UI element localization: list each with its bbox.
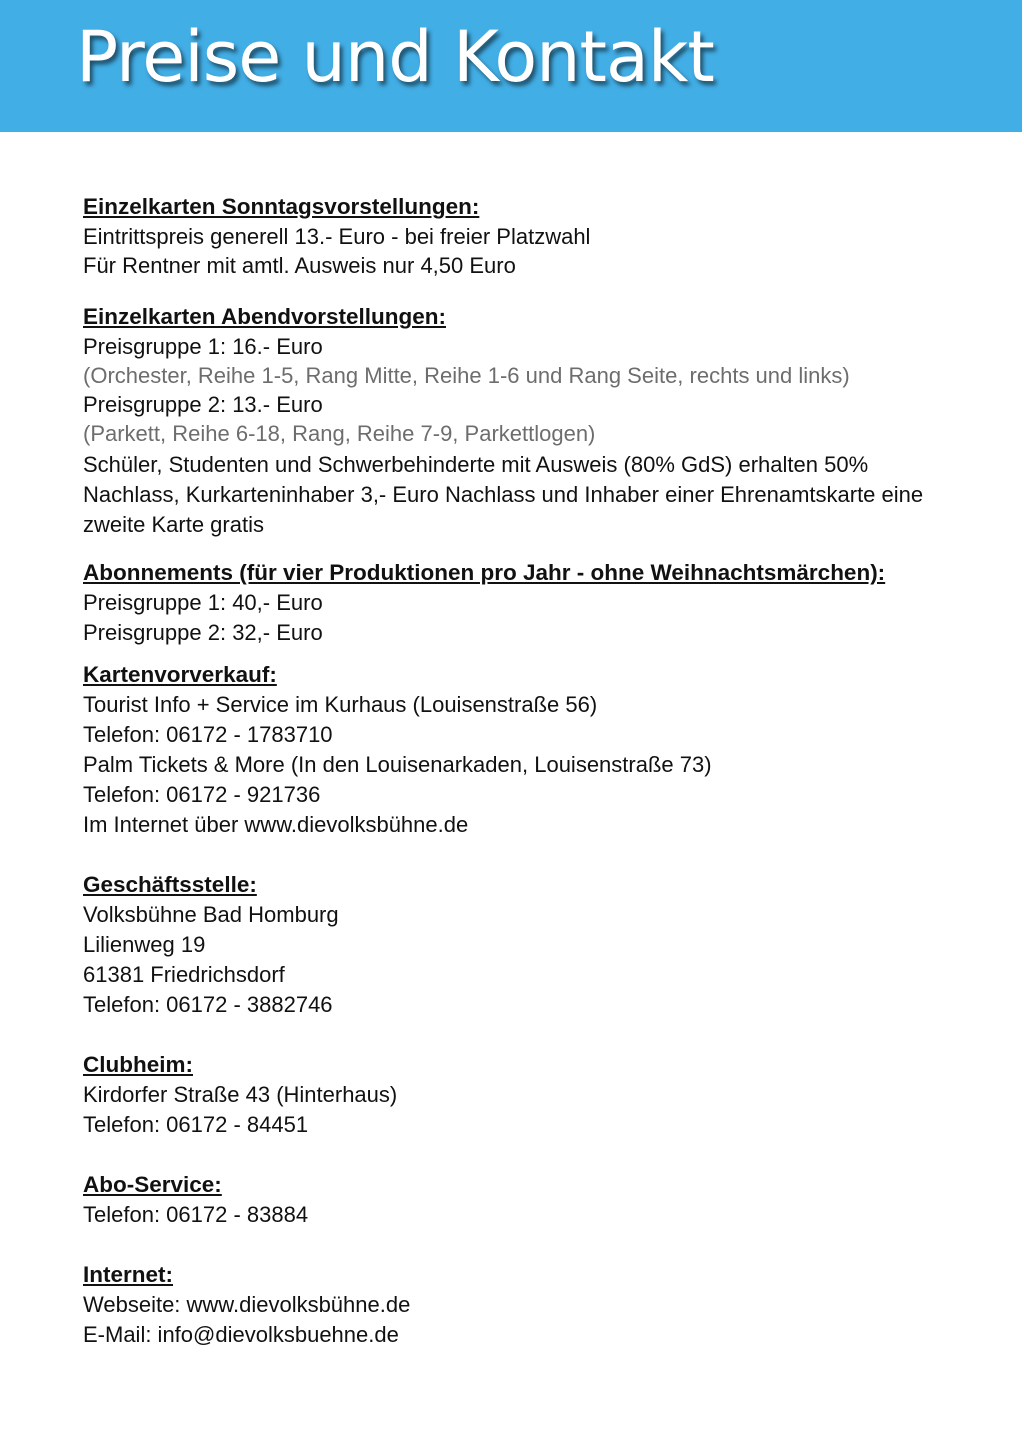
section-abendvorstellungen: [83, 302, 963, 540]
section-abonnements: [83, 558, 963, 648]
section-heading: Einzelkarten Sonntagsvorstellungen:: [83, 194, 480, 219]
contact-line: Telefon: 06172 - 83884: [83, 1202, 309, 1227]
section-geschaeftsstelle: [83, 870, 963, 1020]
price-line: Preisgruppe 1: 40,- Euro: [83, 590, 323, 615]
section-clubheim: [83, 1050, 963, 1140]
price-line: Für Rentner mit amtl. Ausweis nur 4,50 Euro: [83, 253, 516, 278]
contact-line: Palm Tickets & More (In den Louisenarkaden, Louisenstraße 73): [83, 752, 712, 777]
contact-line: Tourist Info + Service im Kurhaus (Louisenstraße 56): [83, 692, 598, 717]
page-header: [0, 0, 1022, 132]
section-sonntagsvorstellungen: [83, 192, 963, 280]
address-line: Kirdorfer Straße 43 (Hinterhaus): [83, 1082, 398, 1107]
address-line: Lilienweg 19: [83, 932, 206, 957]
price-line: Preisgruppe 2: 32,- Euro: [83, 620, 323, 645]
contact-line: Telefon: 06172 - 921736: [83, 782, 321, 807]
section-heading: Clubheim:: [83, 1052, 193, 1077]
discount-text: Schüler, Studenten und Schwerbehinderte mit Ausweis (80% GdS) erhalten 50% Nachlass, Kurkarteninhaber 3,- Euro Nachlass und Inhaber einer Ehrenamtskarte eine zweite Karte gratis: [83, 452, 924, 537]
contact-line: Telefon: 06172 - 1783710: [83, 722, 333, 747]
page-title: Preise und Kontakt: [76, 16, 714, 98]
price-line: Eintrittspreis generell 13.- Euro - bei freier Platzwahl: [83, 224, 591, 249]
address-line: Volksbühne Bad Homburg: [83, 902, 339, 927]
contact-line: Webseite: www.dievolksbühne.de: [83, 1292, 411, 1317]
section-abo-service: [83, 1170, 963, 1230]
address-line: Telefon: 06172 - 84451: [83, 1112, 309, 1137]
section-heading: Abo-Service:: [83, 1172, 222, 1197]
address-line: 61381 Friedrichsdorf: [83, 962, 285, 987]
price-group-1: Preisgruppe 1: 16.- Euro: [83, 334, 323, 359]
section-heading: Abonnements (für vier Produktionen pro Jahr - ohne Weihnachtsmärchen):: [83, 560, 886, 585]
price-group-1-note: (Orchester, Reihe 1-5, Rang Mitte, Reihe 1-6 und Rang Seite, rechts und links): [83, 363, 850, 388]
price-group-2-note: (Parkett, Reihe 6-18, Rang, Reihe 7-9, Parkettlogen): [83, 421, 596, 446]
price-group-2: Preisgruppe 2: 13.- Euro: [83, 392, 323, 417]
section-kartenvorverkauf: [83, 660, 963, 840]
contact-line: E-Mail: info@dievolksbuehne.de: [83, 1322, 399, 1347]
section-heading: Kartenvorverkauf:: [83, 662, 277, 687]
address-line: Telefon: 06172 - 3882746: [83, 992, 333, 1017]
section-heading: Geschäftsstelle:: [83, 872, 257, 897]
section-heading: Internet:: [83, 1262, 173, 1287]
section-internet: [83, 1260, 963, 1350]
section-heading: Einzelkarten Abendvorstellungen:: [83, 304, 446, 329]
content: [83, 192, 963, 1350]
contact-line: Im Internet über www.dievolksbühne.de: [83, 812, 469, 837]
